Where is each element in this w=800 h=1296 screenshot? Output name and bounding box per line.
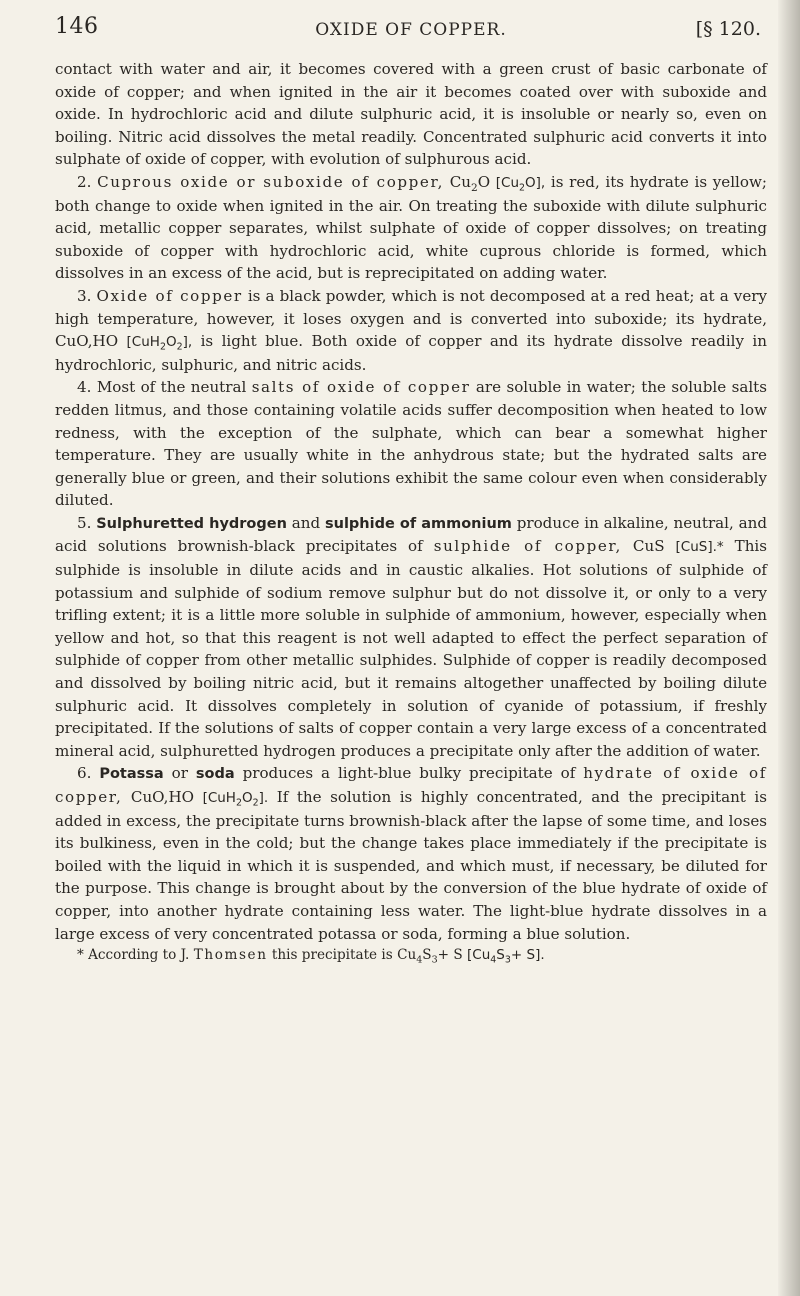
formula-modern: $[Cu_4S_3+ S]$. (467, 947, 545, 966)
paragraph-number: 3. (77, 286, 92, 305)
formula-modern: $[CuH_2O_2]$. (202, 790, 269, 809)
term-salts: salts of oxide of copper (251, 378, 471, 397)
reagent-sulphide-of-ammonium: sulphide of ammonium (324, 515, 512, 532)
footnote-text: this precipitate is (271, 947, 393, 964)
paragraph-text: are soluble in water; the soluble salts redden litmus, and those containing volatile acids suffer decomposition when heated to low redness, with the exception of the sulphate, which can bear a somewhat higher temperature. They are usually white in the anhydrous state; but the hydrated salts are generally blue or green, and their solutions exhibit the same colour even when considerably diluted. (55, 378, 767, 510)
conjunction: or (171, 764, 188, 783)
paragraph-3 (55, 285, 767, 376)
paragraph-number: 2. (77, 172, 92, 191)
body-text (55, 58, 767, 965)
paragraph-number: 5. (77, 513, 92, 532)
page-binding-shadow (778, 0, 800, 1296)
reagent-sulphuretted-hydrogen: Sulphuretted hydrogen (96, 515, 287, 532)
footnote-author: Thomsen (193, 947, 268, 964)
formula-modern: [CuS].* (675, 539, 724, 556)
term-cuprous-oxide: Cuprous oxide or suboxide of copper, (97, 172, 445, 191)
conjunction: and (291, 513, 321, 532)
paragraph-6 (55, 762, 767, 945)
formula-old: $Cu_2O$ (449, 172, 491, 194)
paragraph-number: 4. (77, 378, 92, 397)
page-number: 146 (55, 14, 99, 39)
page-header (55, 14, 767, 54)
term-sulphide-of-copper: sulphide of copper, (433, 537, 622, 556)
section-reference: [§ 120. (695, 18, 761, 40)
reagent-soda: soda (195, 766, 235, 783)
paragraph-text: produce in alkaline, neutral, and acid solutions brownish-black precipitates of (55, 513, 767, 556)
paragraph-number: 6. (77, 764, 92, 783)
formula-old: CuS (632, 537, 665, 556)
paragraph-text: This sulphide is insoluble in dilute acids and in caustic alkalies. Hot solutions of sulphide of potassium and sulphide of sodium remove sulphur but do not dissolve it, or only to a very trifling extent; it is a little more soluble in sulphide of ammonium, however, especially when yellow and hot, so that this reagent is not well adapted to effect the perfect separation of sulphide of copper from other metallic sulphides. Sulphide of copper is readily decomposed and dissolved by boiling nitric acid, but it remains altogether unaffected by boiling dilute sulphuric acid. It dissolves completely in solution of cyanide of potassium, if freshly precipitated. If the solutions of salts of copper contain a very large excess of a concentrated mineral acid, sulphuretted hydrogen produces a precipitate only after the addition of water. (55, 537, 767, 760)
reagent-potassa: Potassa (99, 766, 164, 783)
paragraph-5 (55, 512, 767, 763)
term-hydrate-of-oxide: hydrate of oxide of copper, (55, 764, 767, 806)
paragraph-intro: contact with water and air, it becomes covered with a green crust of basic carbonate of oxide of copper; and when ignited in the air it becomes coated over with suboxide and oxide. In hydrochloric acid and dilute sulphuric acid, it is insoluble or nearly so, even on boiling. Nitric acid dissolves the metal readily. Concentrated sulphuric acid converts it into sulphate of oxide of copper, with evolution of sulphurous acid. (55, 60, 767, 169)
paragraph-text: is light blue. Both oxide of copper and its hydrate dissolve readily in hydrochloric, sulphuric, and nitric acids. (55, 332, 767, 374)
term-oxide-of-copper: Oxide of copper (96, 286, 243, 305)
paragraph-text: produces a light-blue bulky precipitate of (242, 764, 576, 783)
formula-old: $Cu_4S_3+ S$ (397, 947, 463, 966)
paragraph-2 (55, 171, 767, 285)
formula-old: CuO,HO (55, 332, 119, 351)
formula-modern: $[Cu_2O]$, (495, 174, 546, 194)
paragraph-text: If the solution is highly concentrated, and the precipitant is added in excess, the precipitate turns brownish-black after the lapse of some time, and loses its bulkiness, even in the cold; but the change takes place immediately if the precipitate is boiled with the liquid in which it is suspended, and which must, if necessary, be diluted for the purpose. This change is brought about by the conversion of the blue hydrate of oxide of copper, into another hydrate containing less water. The light-blue hydrate dissolves in a large excess of very concentrated potassa or soda, forming a blue solution. (55, 788, 767, 943)
running-title: OXIDE OF COPPER. (315, 20, 507, 40)
book-page (55, 14, 767, 965)
formula-modern: $[CuH_2O_2]$, (126, 334, 193, 353)
footnote-text: * According to J. (77, 947, 190, 964)
formula-old: CuO,HO (130, 788, 195, 806)
paragraph-text: is red, its hydrate is yellow; both change to oxide when ignited in the air. On treating the suboxide with dilute sulphuric acid, metallic copper separates, whilst sulphate of oxide of copper dissolves; on treating suboxide of copper with hydrochloric acid, white cuprous chloride is formed, which dissolves in an excess of the acid, but is reprecipitated on adding water. (55, 172, 767, 283)
paragraph-text: is a black powder, which is not decomposed at a red heat; at a very high temperature, however, it loses oxygen and is converted into suboxide; its hydrate, (55, 286, 767, 328)
footnote (55, 945, 767, 965)
paragraph-4 (55, 376, 767, 512)
paragraph-lead: Most of the neutral (96, 378, 247, 397)
